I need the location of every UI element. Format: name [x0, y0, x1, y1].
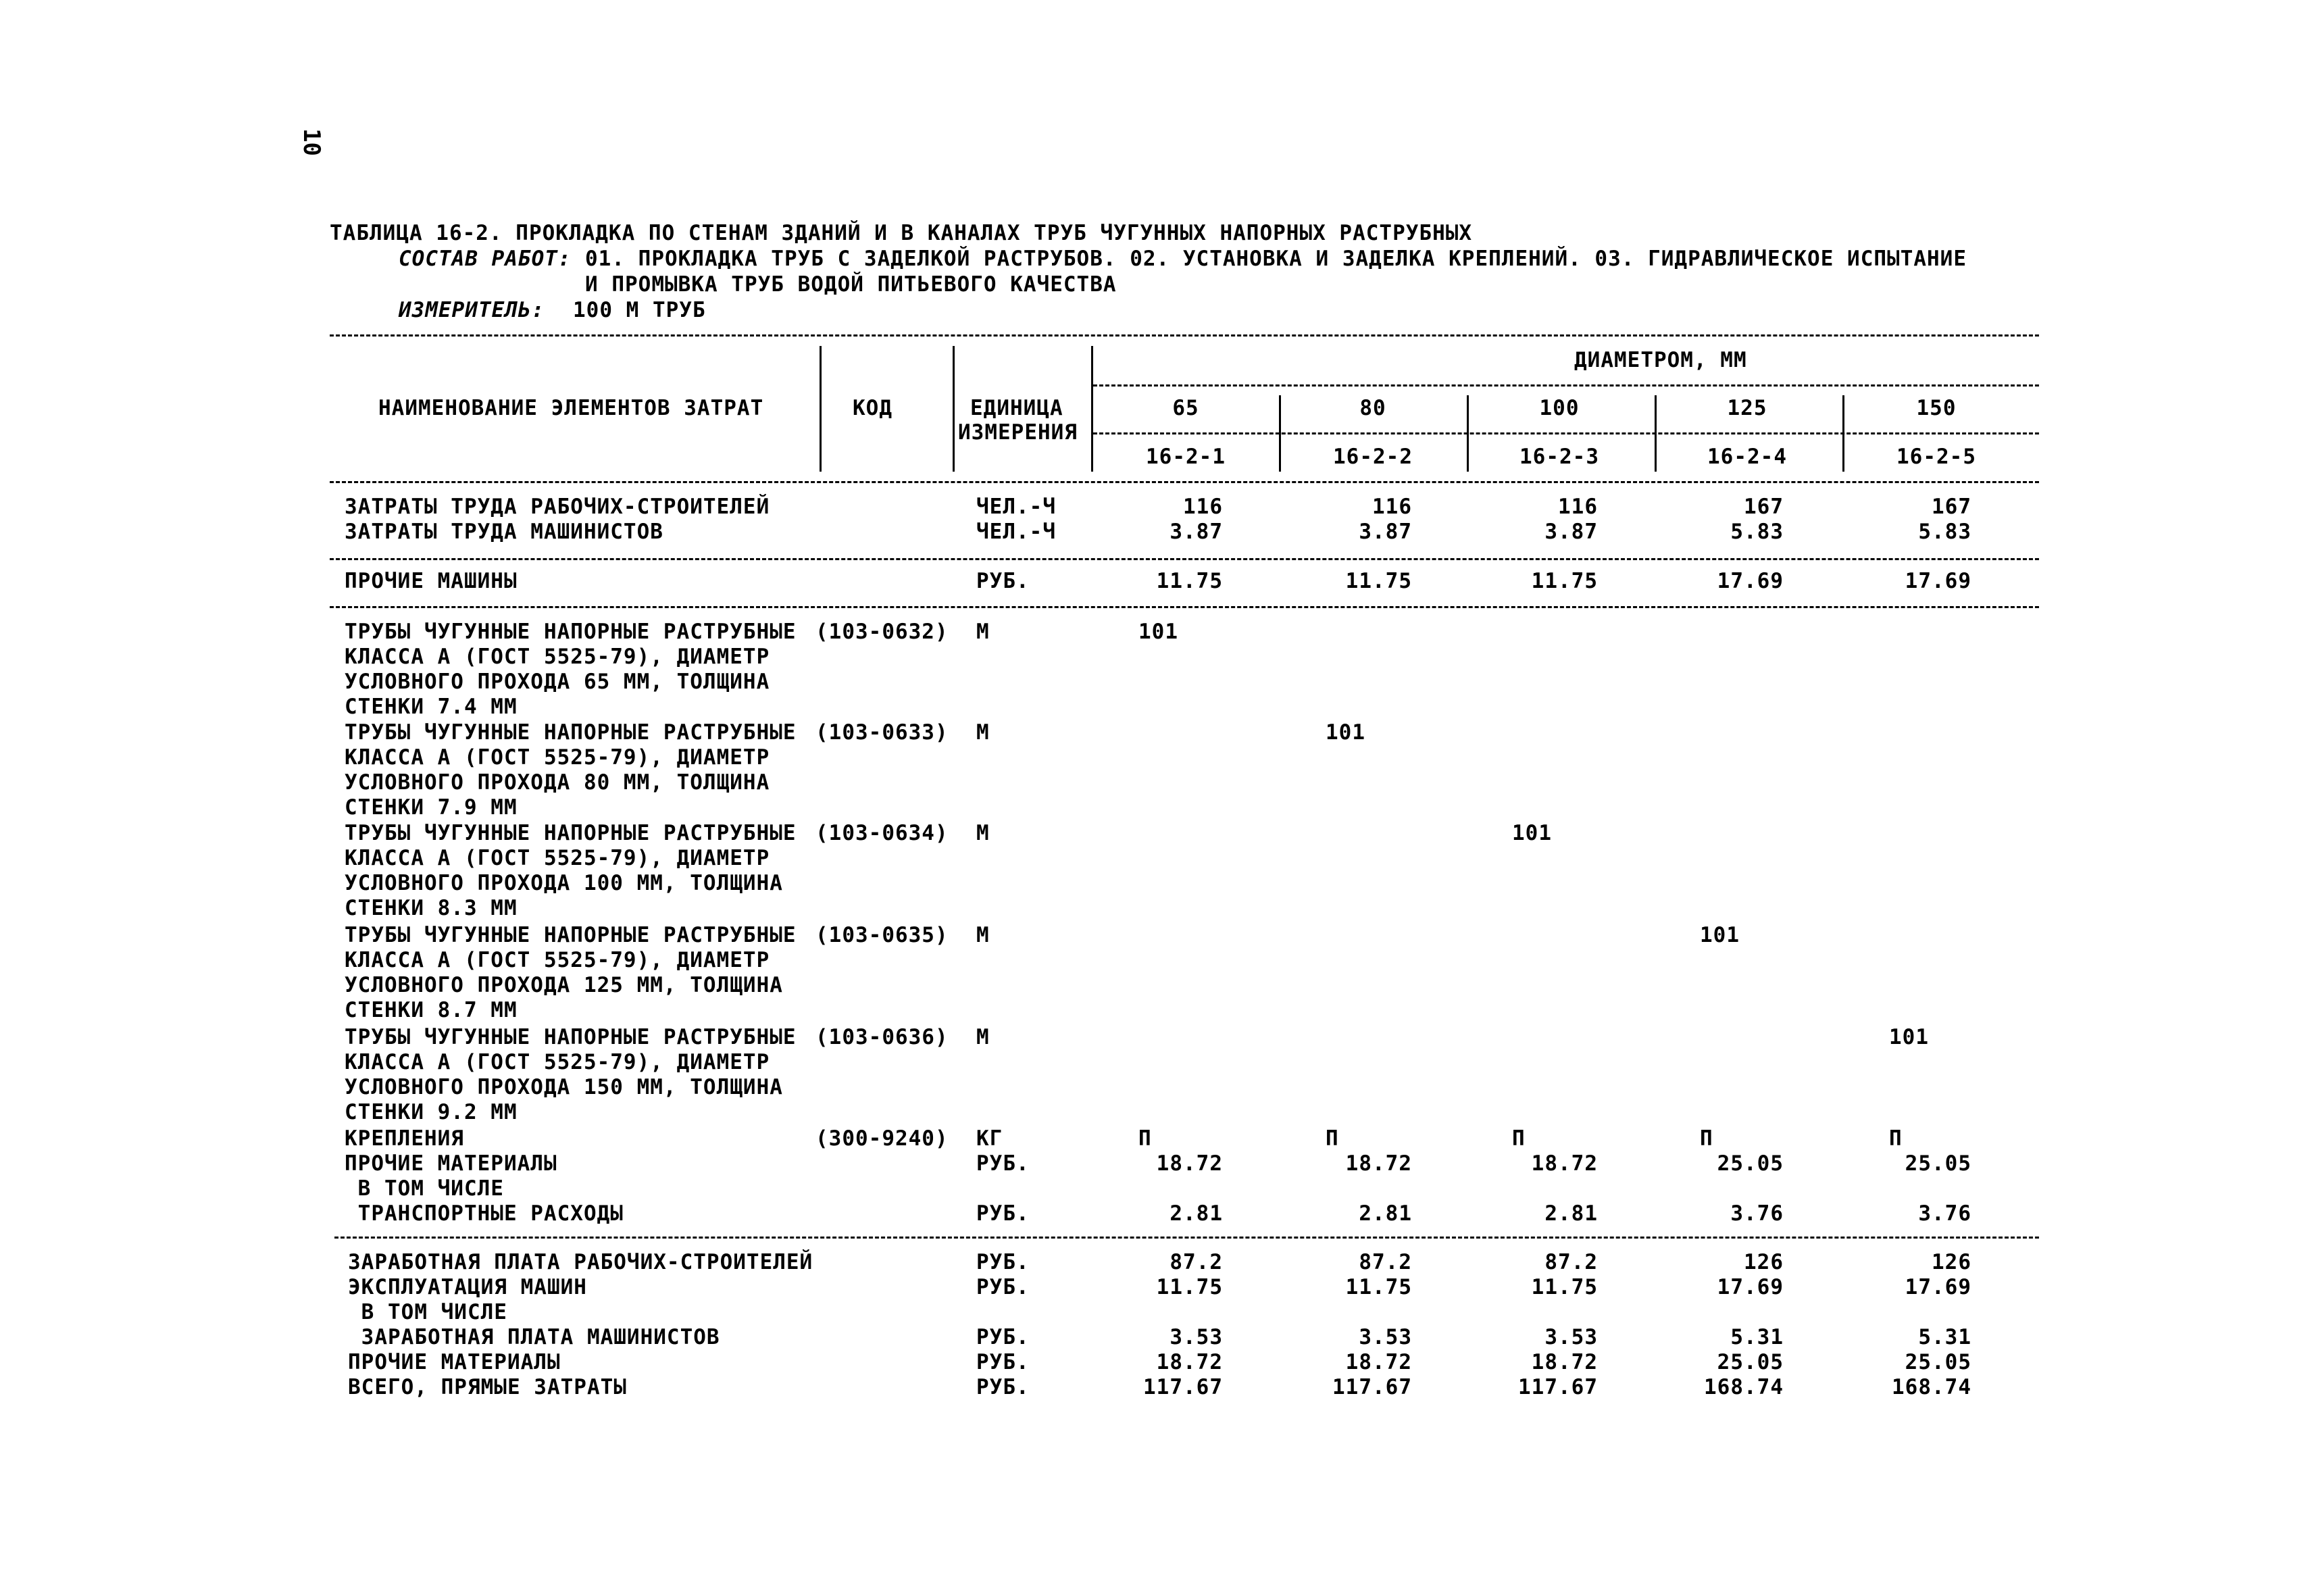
header-code-4: 16-2-4	[1707, 445, 1787, 469]
row-unit: ЧЕЛ.-Ч	[976, 495, 1056, 519]
row-code: (103-0633)	[815, 720, 949, 745]
header-code: КОД	[853, 396, 892, 420]
row-unit: КГ	[976, 1126, 1003, 1151]
header-diameter-group: ДИАМЕТРОМ, ММ	[1574, 348, 1747, 372]
row-value: 25.05	[1905, 1350, 1971, 1374]
header-name: НАИМЕНОВАНИЕ ЭЛЕМЕНТОВ ЗАТРАТ	[378, 396, 764, 420]
row-name: ВСЕГО, ПРЯМЫЕ ЗАТРАТЫ	[348, 1375, 627, 1399]
row-value: 5.31	[1730, 1325, 1784, 1349]
row-value: 101	[1512, 821, 1552, 845]
row-value: 101	[1138, 620, 1178, 644]
row-name: КРЕПЛЕНИЯ	[345, 1126, 464, 1151]
row-value: П	[1889, 1126, 1903, 1151]
row-value: П	[1138, 1126, 1152, 1151]
row-code: (103-0634)	[815, 821, 949, 845]
row-value: 2.81	[1169, 1201, 1223, 1226]
row-code: (103-0635)	[815, 923, 949, 947]
row-name: ТРУБЫ ЧУГУННЫЕ НАПОРНЫЕ РАСТРУБНЫЕ	[345, 1025, 797, 1049]
measure-label: ИЗМЕРИТЕЛЬ:	[399, 298, 545, 322]
row-name: КЛАССА А (ГОСТ 5525-79), ДИАМЕТР	[345, 846, 770, 870]
rule-after-labor	[330, 558, 2039, 560]
row-unit: М	[976, 1025, 990, 1049]
row-value: 2.81	[1359, 1201, 1412, 1226]
header-unit-line1: ЕДИНИЦА	[970, 396, 1063, 420]
row-value: 11.75	[1156, 569, 1223, 593]
row-value: 3.53	[1169, 1325, 1223, 1349]
row-code: (103-0632)	[815, 620, 949, 644]
row-unit: М	[976, 923, 990, 947]
row-value: 87.2	[1359, 1250, 1412, 1274]
header-diameter-3: 100	[1539, 396, 1580, 420]
header-diameter-5: 150	[1916, 396, 1957, 420]
row-value: 18.72	[1156, 1151, 1223, 1176]
row-unit: ЧЕЛ.-Ч	[976, 520, 1056, 544]
row-name: ПРОЧИЕ МАТЕРИАЛЫ	[348, 1350, 561, 1374]
row-name: УСЛОВНОГО ПРОХОДА 150 ММ, ТОЛЩИНА	[345, 1075, 783, 1099]
row-value: 3.53	[1359, 1325, 1412, 1349]
header-diameter-1: 65	[1172, 396, 1199, 420]
row-unit: РУБ.	[976, 1201, 1030, 1226]
row-unit: РУБ.	[976, 1325, 1030, 1349]
row-value: 101	[1326, 720, 1365, 745]
table-title: ТАБЛИЦА 16-2. ПРОКЛАДКА ПО СТЕНАМ ЗДАНИЙ И В КАНАЛАХ ТРУБ ЧУГУННЫХ НАПОРНЫХ РАСТРУБНЫХ	[330, 221, 1473, 245]
rule-after-materials	[334, 1237, 2039, 1239]
row-name: СТЕНКИ 8.7 ММ	[345, 998, 518, 1022]
row-value: 116	[1372, 495, 1412, 519]
header-code-2: 16-2-2	[1333, 445, 1413, 469]
row-name: УСЛОВНОГО ПРОХОДА 100 ММ, ТОЛЩИНА	[345, 871, 783, 895]
header-divider-code	[953, 346, 955, 472]
row-value: 11.75	[1345, 1275, 1412, 1299]
row-name: В ТОМ ЧИСЛЕ	[345, 1176, 504, 1201]
rule-after-machines	[330, 606, 2039, 608]
row-name: ЗАТРАТЫ ТРУДА РАБОЧИХ-СТРОИТЕЛЕЙ	[345, 495, 770, 519]
row-name: СТЕНКИ 9.2 ММ	[345, 1100, 518, 1124]
header-code-5: 16-2-5	[1896, 445, 1976, 469]
row-value: 2.81	[1544, 1201, 1598, 1226]
row-value: 17.69	[1717, 1275, 1784, 1299]
row-value: 116	[1558, 495, 1598, 519]
row-value: 11.75	[1156, 1275, 1223, 1299]
row-value: 18.72	[1345, 1151, 1412, 1176]
row-value: 11.75	[1531, 569, 1598, 593]
row-unit: РУБ.	[976, 569, 1030, 593]
row-value: 18.72	[1531, 1151, 1598, 1176]
row-value: 17.69	[1905, 569, 1971, 593]
row-code: (103-0636)	[815, 1025, 949, 1049]
row-name: СТЕНКИ 7.9 ММ	[345, 795, 518, 820]
row-value: 17.69	[1905, 1275, 1971, 1299]
composition-line-2: И ПРОМЫВКА ТРУБ ВОДОЙ ПИТЬЕВОГО КАЧЕСТВА	[585, 272, 1117, 297]
row-value: 18.72	[1531, 1350, 1598, 1374]
header-divider-name	[820, 346, 822, 472]
row-name: УСЛОВНОГО ПРОХОДА 125 ММ, ТОЛЩИНА	[345, 973, 783, 997]
header-unit-line2: ИЗМЕРЕНИЯ	[958, 420, 1078, 445]
row-name: ПРОЧИЕ МАШИНЫ	[345, 569, 518, 593]
row-name: ЭКСПЛУАТАЦИЯ МАШИН	[348, 1275, 587, 1299]
row-name: СТЕНКИ 8.3 ММ	[345, 896, 518, 920]
header-group-rule	[1093, 384, 2039, 386]
row-value: 11.75	[1345, 569, 1412, 593]
row-value: 167	[1932, 495, 1971, 519]
row-unit: РУБ.	[976, 1151, 1030, 1176]
row-value: 87.2	[1544, 1250, 1598, 1274]
row-value: 168.74	[1892, 1375, 1971, 1399]
row-unit: М	[976, 821, 990, 845]
row-name: В ТОМ ЧИСЛЕ	[348, 1300, 507, 1324]
row-unit: М	[976, 720, 990, 745]
row-unit: РУБ.	[976, 1250, 1030, 1274]
row-name: УСЛОВНОГО ПРОХОДА 80 ММ, ТОЛЩИНА	[345, 770, 770, 795]
row-value: 18.72	[1345, 1350, 1412, 1374]
row-name: ЗАТРАТЫ ТРУДА МАШИНИСТОВ	[345, 520, 663, 544]
composition-line-1: 01. ПРОКЛАДКА ТРУБ С ЗАДЕЛКОЙ РАСТРУБОВ. 02. УСТАНОВКА И ЗАДЕЛКА КРЕПЛЕНИЙ. 03. ГИДРАВЛИЧЕСКОЕ ИСПЫТАНИЕ	[585, 247, 1967, 271]
row-value: 3.87	[1544, 520, 1598, 544]
row-name: ТРУБЫ ЧУГУННЫЕ НАПОРНЫЕ РАСТРУБНЫЕ	[345, 620, 797, 644]
header-top-rule	[330, 334, 2039, 336]
row-value: 117.67	[1332, 1375, 1412, 1399]
header-diameter-2: 80	[1359, 396, 1386, 420]
row-value: 3.87	[1359, 520, 1412, 544]
row-value: 101	[1700, 923, 1740, 947]
row-name: ЗАРАБОТНАЯ ПЛАТА МАШИНИСТОВ	[348, 1325, 720, 1349]
header-bottom-rule	[330, 481, 2039, 483]
row-value: 117.67	[1143, 1375, 1223, 1399]
row-value: 126	[1744, 1250, 1784, 1274]
row-value: 25.05	[1905, 1151, 1971, 1176]
row-value: 3.53	[1544, 1325, 1598, 1349]
row-value: 5.83	[1730, 520, 1784, 544]
measure-value: 100 М ТРУБ	[573, 298, 706, 322]
row-name: СТЕНКИ 7.4 ММ	[345, 695, 518, 719]
row-value: 116	[1183, 495, 1223, 519]
row-value: 25.05	[1717, 1350, 1784, 1374]
row-value: 101	[1889, 1025, 1929, 1049]
row-code: (300-9240)	[815, 1126, 949, 1151]
row-value: 168.74	[1704, 1375, 1784, 1399]
row-value: 3.76	[1730, 1201, 1784, 1226]
row-value: 126	[1932, 1250, 1971, 1274]
row-value: 167	[1744, 495, 1784, 519]
row-unit: М	[976, 620, 990, 644]
row-value: 11.75	[1531, 1275, 1598, 1299]
row-name: ТРУБЫ ЧУГУННЫЕ НАПОРНЫЕ РАСТРУБНЫЕ	[345, 923, 797, 947]
row-name: КЛАССА А (ГОСТ 5525-79), ДИАМЕТР	[345, 745, 770, 770]
header-code-3: 16-2-3	[1519, 445, 1599, 469]
row-value: П	[1700, 1126, 1713, 1151]
row-name: КЛАССА А (ГОСТ 5525-79), ДИАМЕТР	[345, 1050, 770, 1074]
row-name: ТРУБЫ ЧУГУННЫЕ НАПОРНЫЕ РАСТРУБНЫЕ	[345, 720, 797, 745]
row-value: 5.83	[1918, 520, 1971, 544]
row-value: 5.31	[1918, 1325, 1971, 1349]
row-value: 25.05	[1717, 1151, 1784, 1176]
row-unit: РУБ.	[976, 1375, 1030, 1399]
row-value: 117.67	[1518, 1375, 1598, 1399]
header-diameter-4: 125	[1727, 396, 1767, 420]
row-name: ПРОЧИЕ МАТЕРИАЛЫ	[345, 1151, 557, 1176]
header-code-1: 16-2-1	[1146, 445, 1226, 469]
row-value: 18.72	[1156, 1350, 1223, 1374]
composition-label: СОСТАВ РАБОТ:	[399, 247, 572, 271]
row-value: П	[1326, 1126, 1339, 1151]
row-unit: РУБ.	[976, 1275, 1030, 1299]
page-number: 10	[298, 128, 325, 156]
row-name: КЛАССА А (ГОСТ 5525-79), ДИАМЕТР	[345, 645, 770, 669]
row-value: П	[1512, 1126, 1526, 1151]
row-name: УСЛОВНОГО ПРОХОДА 65 ММ, ТОЛЩИНА	[345, 670, 770, 694]
row-value: 3.87	[1169, 520, 1223, 544]
row-name: ЗАРАБОТНАЯ ПЛАТА РАБОЧИХ-СТРОИТЕЛЕЙ	[348, 1250, 813, 1274]
header-diam-rule	[1093, 432, 2039, 434]
row-name: ТРУБЫ ЧУГУННЫЕ НАПОРНЫЕ РАСТРУБНЫЕ	[345, 821, 797, 845]
row-name: КЛАССА А (ГОСТ 5525-79), ДИАМЕТР	[345, 948, 770, 972]
row-value: 87.2	[1169, 1250, 1223, 1274]
row-unit: РУБ.	[976, 1350, 1030, 1374]
row-value: 17.69	[1717, 569, 1784, 593]
row-name: ТРАНСПОРТНЫЕ РАСХОДЫ	[345, 1201, 624, 1226]
row-value: 3.76	[1918, 1201, 1971, 1226]
